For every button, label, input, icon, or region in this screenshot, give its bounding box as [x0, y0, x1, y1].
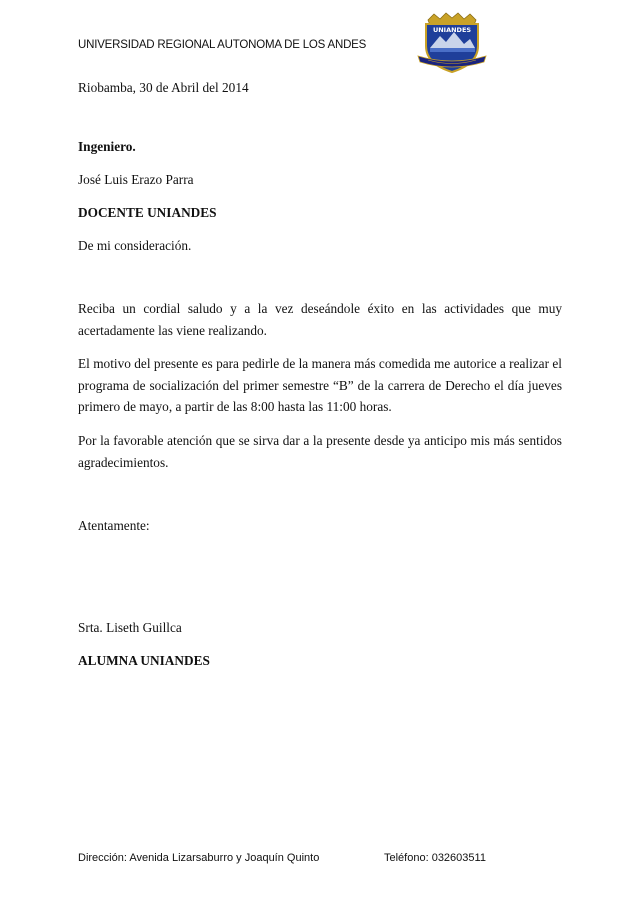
footer-address: Dirección: Avenida Lizarsaburro y Joaquín Quinto: [78, 852, 320, 864]
salutation: De mi consideración.: [78, 238, 192, 253]
paragraph-2: El motivo del presente es para pedirle de la manera más comedida me autorice a realizar el programa de socialización del primer semestre “B” de la carrera de Derecho el día jueves primero de mayo, a partir de las 8:00 hasta las 11:00 horas.: [78, 356, 562, 414]
recipient-role: DOCENTE UNIANDES: [78, 205, 217, 220]
sender-role: ALUMNA UNIANDES: [78, 653, 210, 668]
footer-phone: Teléfono: 032603511: [384, 852, 486, 864]
recipient-name: José Luis Erazo Parra: [78, 172, 194, 187]
university-logo: [414, 12, 490, 76]
header-institution: UNIVERSIDAD REGIONAL AUTONOMA DE LOS ANDES: [78, 39, 367, 51]
sender-name: Srta. Liseth Guillca: [78, 620, 182, 635]
paragraph-1: Reciba un cordial saludo y a la vez deseándole éxito en las actividades que muy acertadamente las viene realizando.: [78, 301, 562, 338]
place-date: Riobamba, 30 de Abril del 2014: [78, 80, 249, 95]
paragraph-3: Por la favorable atención que se sirva dar a la presente desde ya anticipo mis más sentidos agradecimientos.: [78, 433, 562, 470]
recipient-title: Ingeniero.: [78, 139, 136, 154]
closing: Atentamente:: [78, 518, 150, 533]
logo-text: UNIANDES: [432, 26, 472, 34]
